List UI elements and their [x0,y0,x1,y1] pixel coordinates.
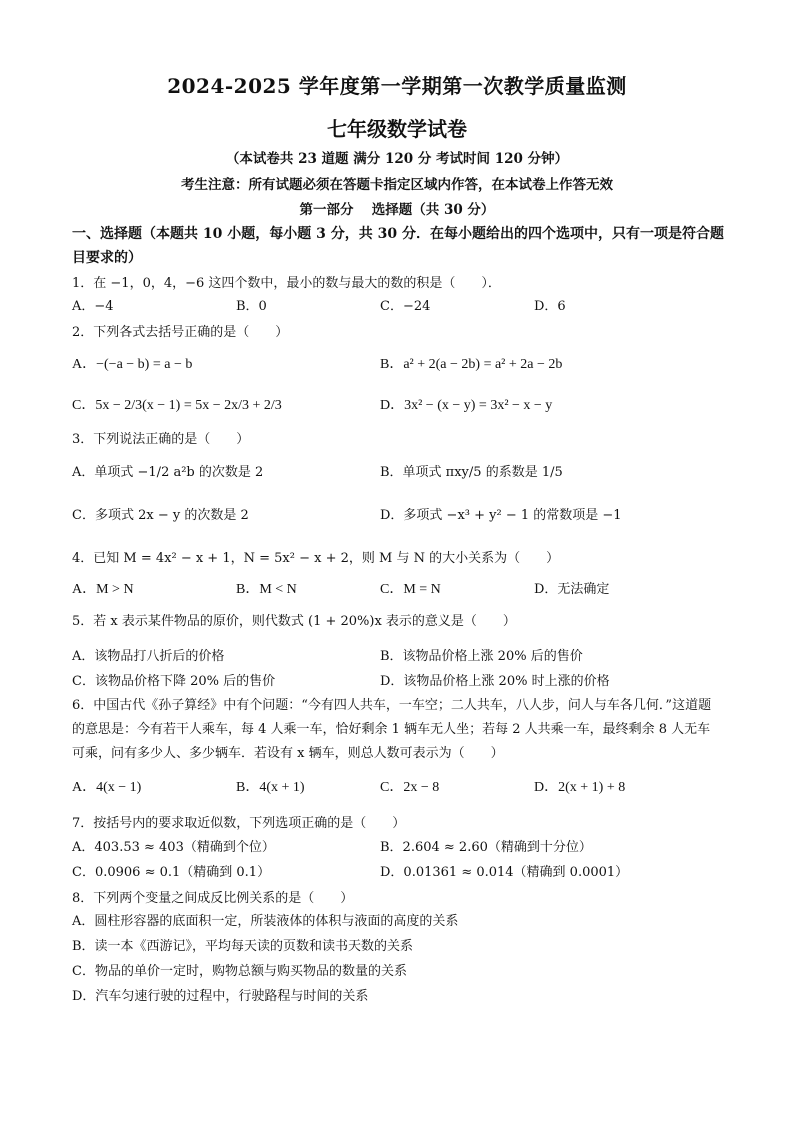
question-2-option-a[interactable]: A．−(−a − b) = a − b [72,357,193,372]
exam-info: （本试卷共 23 道题 满分 120 分 考试时间 120 分钟） [225,151,569,167]
question-5-option-c[interactable]: C．该物品价格下降 20% 后的售价 [72,674,276,689]
question-2-option-c[interactable]: C．5x − 2/3(x − 1) = 5x − 2x/3 + 2/3 [72,398,282,413]
question-1-option-d[interactable]: D．6 [534,299,566,314]
question-3-option-a[interactable]: A．单项式 −1/2 a²b 的次数是 2 [72,465,264,480]
question-5-stem: 5．若 x 表示某件物品的原价，则代数式 (1 + 20%)x 表示的意义是（ ） [72,614,516,629]
question-3-option-b[interactable]: B．单项式 πxy/5 的系数是 1/5 [380,465,563,480]
question-5-option-a[interactable]: A．该物品打八折后的价格 [72,649,225,664]
question-6-option-a[interactable]: A．4(x − 1) [72,780,142,795]
question-4-option-b[interactable]: B．M < N [236,582,297,597]
question-1-option-c[interactable]: C．−24 [380,299,431,314]
question-7-option-c[interactable]: C．0.0906 ≈ 0.1（精确到 0.1） [72,865,271,880]
question-6-option-c[interactable]: C．2x − 8 [380,780,440,795]
question-1-stem: 1．在 −1，0，4，−6 这四个数中，最小的数与最大的数的积是（ ）． [72,276,501,291]
question-2-stem: 2．下列各式去括号正确的是（ ） [72,325,289,340]
question-4-option-d[interactable]: D．无法确定 [534,582,610,597]
question-8-option-a[interactable]: A．圆柱形容器的底面积一定，所装液体的体积与液面的高度的关系 [72,914,459,929]
question-8-option-c[interactable]: C．物品的单价一定时，购物总额与购买物品的数量的关系 [72,964,407,979]
question-1-option-b[interactable]: B．0 [236,299,267,314]
question-7-stem: 7．按括号内的要求取近似数，下列选项正确的是（ ） [72,816,406,831]
question-4-stem: 4．已知 M = 4x² − x + 1，N = 5x² − x + 2，则 M 与 N 的大小关系为（ ） [72,551,560,566]
exam-title: 2024-2025 学年度第一学期第一次教学质量监测 [167,74,627,98]
exam-notice: 考生注意：所有试题必须在答题卡指定区域内作答，在本试卷上作答无效 [181,177,613,193]
question-1-option-a[interactable]: A．−4 [72,299,114,314]
question-5-option-d[interactable]: D．该物品价格上涨 20% 时上涨的价格 [380,674,610,689]
question-2-option-d[interactable]: D．3x² − (x − y) = 3x² − x − y [380,398,553,413]
question-5-option-b[interactable]: B．该物品价格上涨 20% 后的售价 [380,649,583,664]
question-6-option-d[interactable]: D．2(x + 1) + 8 [534,780,626,795]
question-6-stem: 6．中国古代《孙子算经》中有个问题：“今有四人共车，一车空；二人共车，八人步，问人与车各几何．”这道题的意思是：今有若干人乘车，每 4 人乘一车，恰好剩余 1 辆车无人坐；若每 2 人共乘一车，最终剩余 8 人无车可乘，问有多少人、多少辆车．若设有 x 辆车，则总人数可表示为（ ） [72,698,712,761]
question-2-option-b[interactable]: B．a² + 2(a − 2b) = a² + 2a − 2b [380,357,563,372]
question-8-option-b[interactable]: B．读一本《西游记》，平均每天读的页数和读书天数的关系 [72,939,414,954]
question-6-option-b[interactable]: B．4(x + 1) [236,780,305,795]
part-heading: 第一部分 选择题（共 30 分） [299,202,495,218]
question-7-option-a[interactable]: A．403.53 ≈ 403（精确到个位） [72,840,275,855]
question-8-option-d[interactable]: D．汽车匀速行驶的过程中，行驶路程与时间的关系 [72,989,369,1004]
question-7-option-b[interactable]: B．2.604 ≈ 2.60（精确到十分位） [380,840,592,855]
question-4-option-c[interactable]: C．M = N [380,582,441,597]
exam-subtitle: 七年级数学试卷 [327,117,467,141]
section-instructions: 一、选择题（本题共 10 小题，每小题 3 分，共 30 分．在每小题给出的四个选项中，只有一项是符合题目要求的） [72,226,724,266]
question-8-stem: 8．下列两个变量之间成反比例关系的是（ ） [72,891,354,906]
question-4-option-a[interactable]: A．M > N [72,582,134,597]
question-3-option-d[interactable]: D．多项式 −x³ + y² − 1 的常数项是 −1 [380,508,622,523]
question-7-option-d[interactable]: D．0.01361 ≈ 0.014（精确到 0.0001） [380,865,629,880]
question-3-option-c[interactable]: C．多项式 2x − y 的次数是 2 [72,508,249,523]
question-3-stem: 3．下列说法正确的是（ ） [72,432,250,447]
